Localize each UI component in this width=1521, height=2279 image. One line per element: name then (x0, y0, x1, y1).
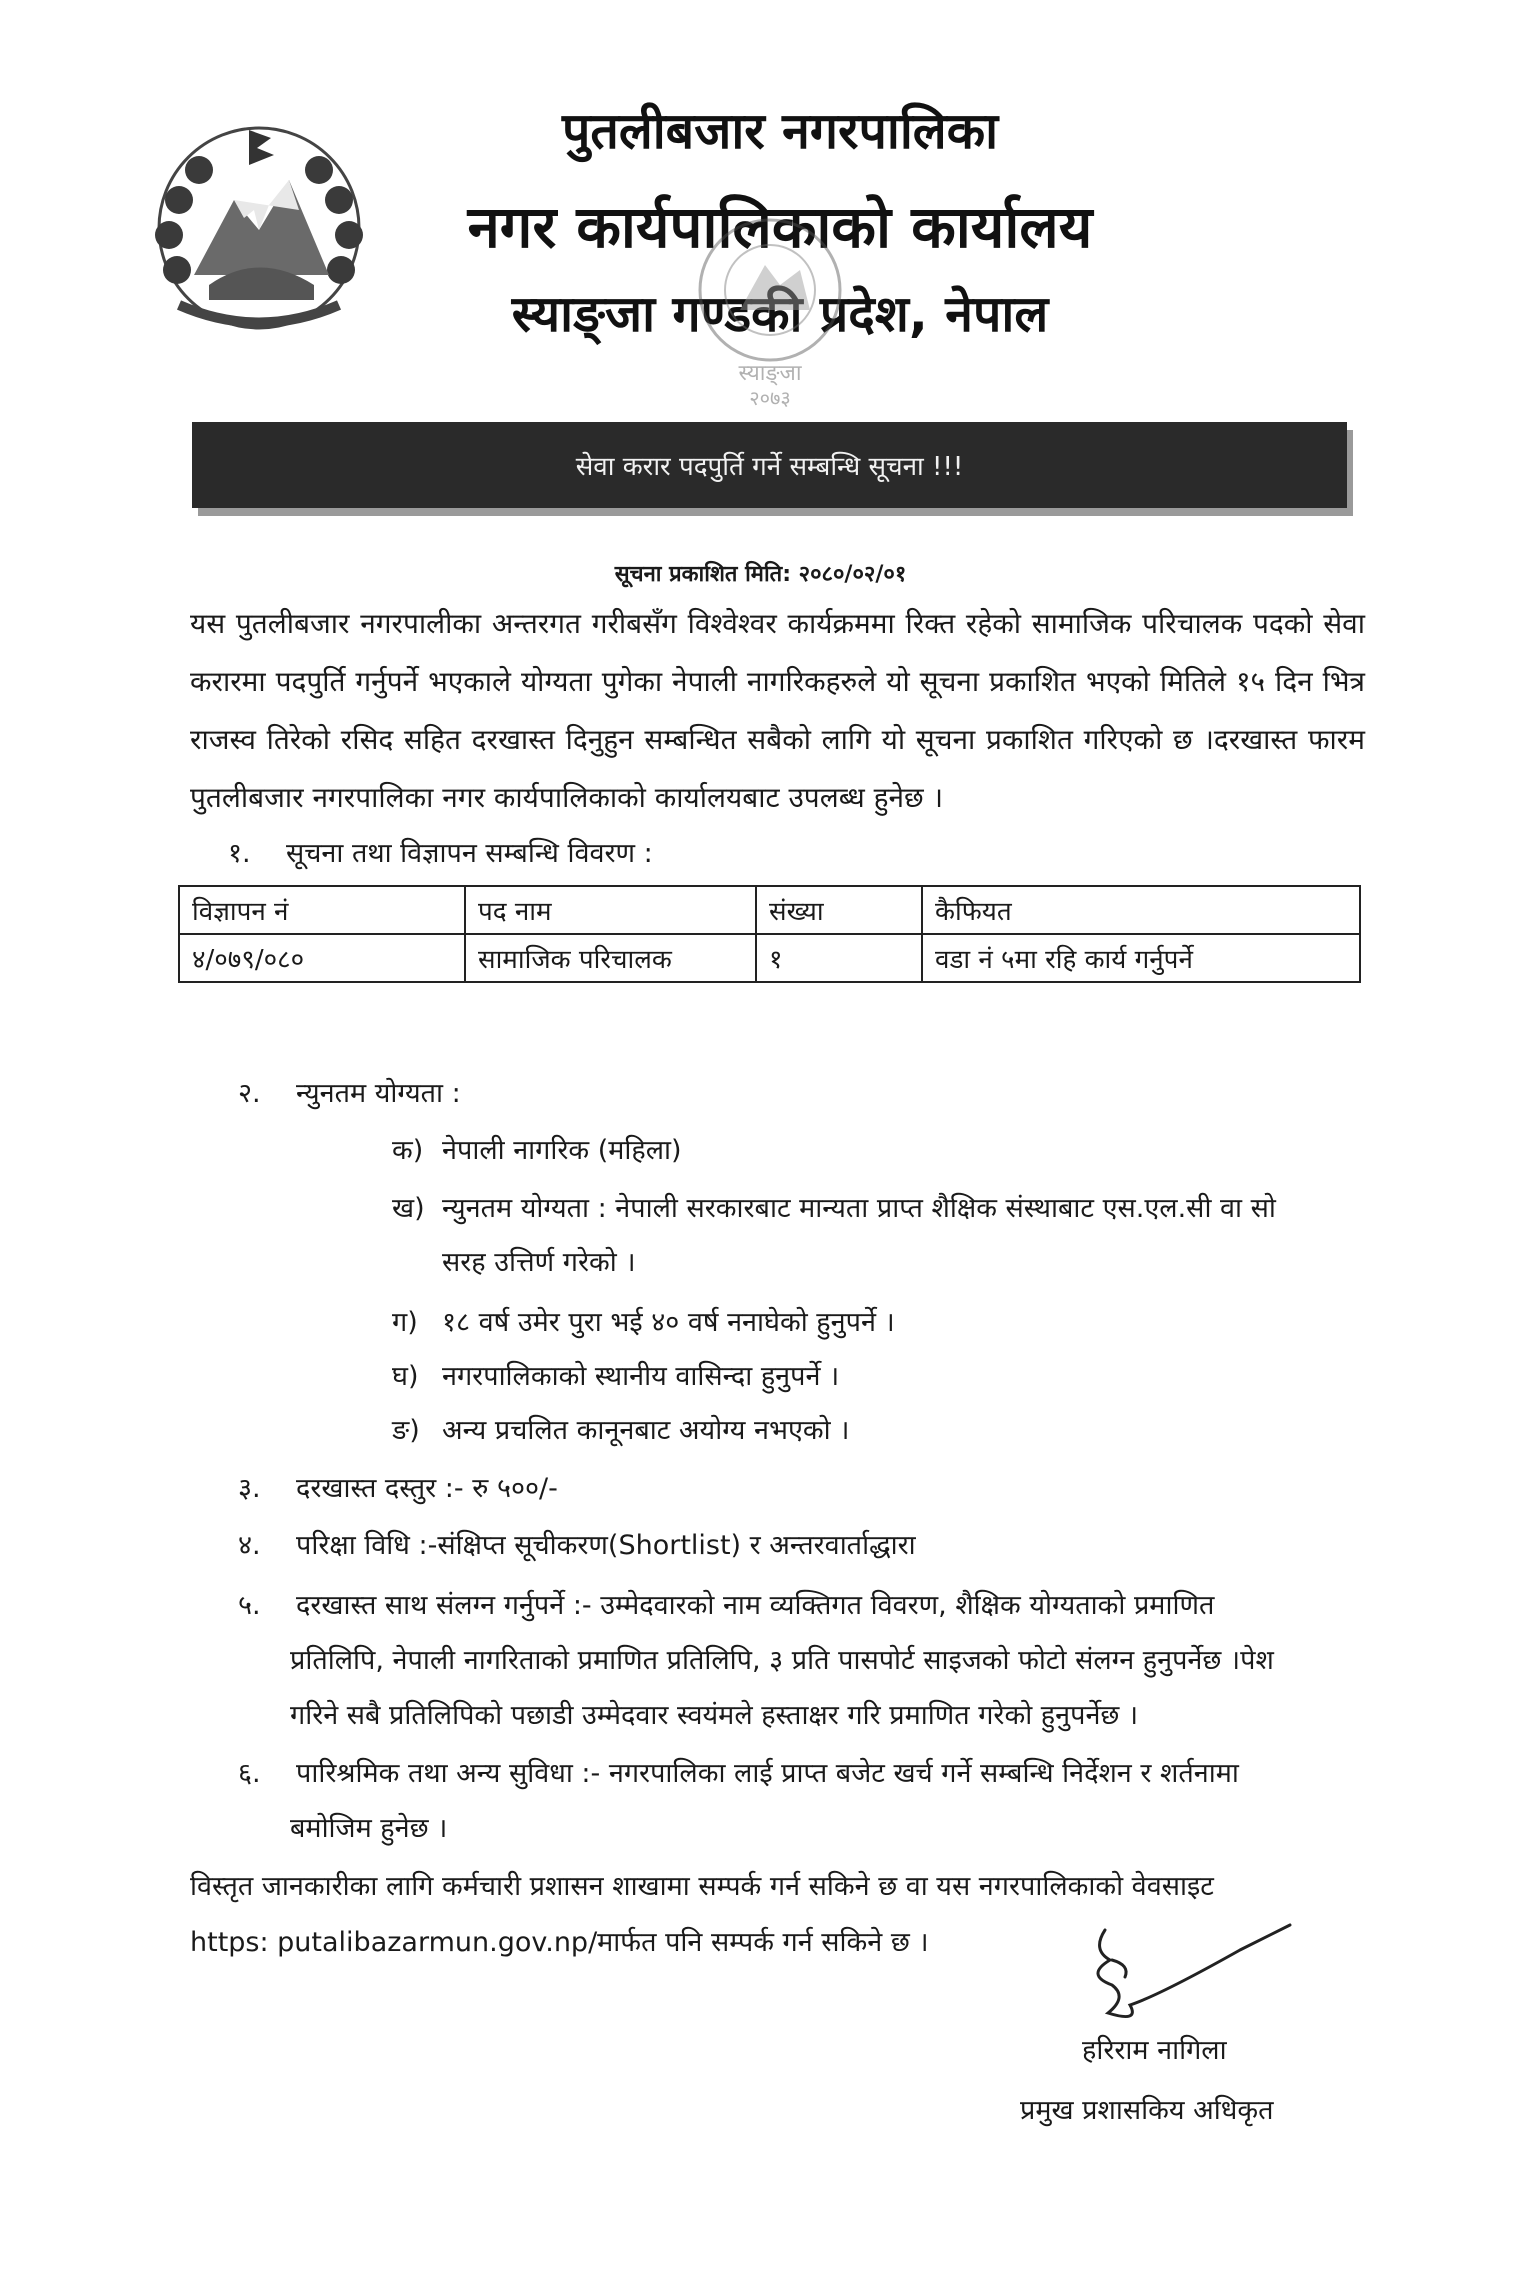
section-3-text: दरखास्त दस्तुर :- रु ५००/- (296, 1473, 558, 1504)
list-item-label: ग) (392, 1307, 418, 1338)
footer-contact-line-1: विस्तृत जानकारीका लागि कर्मचारी प्रशासन शाखामा सम्पर्क गर्न सकिने छ वा यस नगरपालिकाको वेवसाइट (190, 1871, 1214, 1902)
section-2-heading (238, 1073, 461, 1110)
list-item-label: ख) (392, 1193, 425, 1224)
list-item-continuation: सरह उत्तिर्ण गरेको । (442, 1247, 636, 1278)
footer-contact-line-2: https: putalibazarmun.gov.np/मार्फत पनि सम्पर्क गर्न सकिने छ । (190, 1927, 929, 1958)
vacancy-table (178, 885, 1361, 983)
section-4-number: ४. (238, 1530, 261, 1561)
table-row (179, 934, 1360, 982)
list-item (392, 1410, 849, 1447)
handwritten-signature-icon (1000, 1905, 1320, 2035)
list-item (392, 1356, 839, 1393)
notice-publish-date: सूचना प्रकाशित मिति: २०८०/०२/०१ (614, 562, 907, 587)
section-5-line-3: गरिने सबै प्रतिलिपिको पछाडी उम्मेदवार स्वयंमले हस्ताक्षर गरि प्रमाणित गरेको हुनुपर्नेछ । (290, 1700, 1139, 1731)
list-item-text: नेपाली नागरिक (महिला) (442, 1135, 682, 1166)
table-header-cell: संख्या (756, 886, 922, 934)
signatory-title: प्रमुख प्रशासकिय अधिकृत (1020, 2095, 1274, 2126)
list-item-label: क) (392, 1135, 424, 1166)
section-6-line-2: बमोजिम हुनेछ । (290, 1813, 448, 1844)
table-header-cell: पद नाम (465, 886, 756, 934)
list-item (392, 1302, 895, 1339)
table-cell: सामाजिक परिचालक (465, 934, 756, 982)
intro-paragraph: यस पुतलीबजार नगरपालीका अन्तरगत गरीबसँग विश्वेश्वर कार्यक्रममा रिक्त रहेको सामाजिक परिचालक पदको सेवा करारमा पदपुर्ति गर्नुपर्ने भएकाले योग्यता पुगेका नेपाली नागरिकहरुले यो सूचना प्रकाशित भएको मितिले १५ दिन भित्र राजस्व तिरेको रसिद सहित दरखास्त दिनुहुन सम्बन्धित सबैको लागि यो सूचना प्रकाशित गरिएको छ ।दरखास्त फारम पुतलीबजार नगरपालिका नगर कार्यपालिकाको कार्यालयबाट उपलब्ध हुनेछ । (190, 607, 1365, 814)
office-stamp-icon (680, 210, 860, 410)
list-item-text: न्युनतम योग्यता : नेपाली सरकारबाट मान्यता प्राप्त शैक्षिक संस्थाबाट एस.एल.सी वा सो (442, 1193, 1276, 1224)
table-header-cell: कैफियत (922, 886, 1360, 934)
signatory-name: हरिराम नागिला (1082, 2035, 1227, 2066)
list-item-text: अन्य प्रचलित कानूनबाट अयोग्य नभएको । (442, 1415, 850, 1446)
section-1-heading (228, 833, 653, 870)
list-item-label: घ) (392, 1361, 419, 1392)
table-cell: ४/०७९/०८० (179, 934, 465, 982)
office-name: नगर कार्यपालिकाको कार्यालय (467, 193, 1093, 261)
notice-banner-title: सेवा करार पदपुर्ति गर्ने सम्बन्धि सूचना !!! (575, 452, 964, 482)
section-5-number: ५. (238, 1590, 261, 1621)
section-6 (238, 1753, 1239, 1790)
list-item (392, 1188, 1276, 1225)
section-3-number: ३. (238, 1473, 261, 1504)
svg-text:स्याङ्जा: स्याङ्जा (738, 361, 802, 386)
section-4-text: परिक्षा विधि :-संक्षिप्त सूचीकरण(Shortlist) र अन्तरवार्ताद्धारा (296, 1530, 916, 1561)
table-header-cell: विज्ञापन नं (179, 886, 465, 934)
table-cell: १ (756, 934, 922, 982)
list-item (392, 1130, 682, 1167)
section-1-number: १. (228, 838, 251, 869)
table-cell: वडा नं ५मा रहि कार्य गर्नुपर्ने (922, 934, 1360, 982)
section-4 (238, 1525, 916, 1562)
municipality-name: पुतलीबजार नगरपालिका (561, 102, 999, 160)
section-5-text: दरखास्त साथ संलग्न गर्नुपर्ने :- उम्मेदवारको नाम व्यक्तिगत विवरण, शैक्षिक योग्यताको प्रमाणित (296, 1590, 1215, 1621)
office-address: स्याङ्जा गण्डकी प्रदेश, नेपाल (511, 285, 1049, 343)
section-6-text: पारिश्रमिक तथा अन्य सुविधा :- नगरपालिका लाई प्राप्त बजेट खर्च गर्ने सम्बन्धि निर्देशन र शर्तनामा (296, 1758, 1239, 1789)
notice-banner (192, 422, 1347, 508)
table-header-row (179, 886, 1360, 934)
section-5 (238, 1585, 1214, 1622)
svg-text:२०७३: २०७३ (749, 386, 791, 410)
section-2-number: २. (238, 1078, 261, 1109)
list-item-text: नगरपालिकाको स्थानीय वासिन्दा हुनुपर्ने । (442, 1361, 840, 1392)
section-5-line-2: प्रतिलिपि, नेपाली नागरिताको प्रमाणित प्रतिलिपि, ३ प्रति पासपोर्ट साइजको फोटो संलग्न हुनुपर्नेछ ।पेश (290, 1645, 1274, 1676)
list-item-label: ङ) (392, 1415, 420, 1446)
section-1-title: सूचना तथा विज्ञापन सम्बन्धि विवरण : (286, 838, 653, 869)
section-3 (238, 1468, 558, 1505)
list-item-text: १८ वर्ष उमेर पुरा भई ४० वर्ष ननाघेको हुनुपर्ने । (442, 1307, 895, 1338)
section-2-title: न्युनतम योग्यता : (296, 1078, 461, 1109)
section-6-number: ६. (238, 1758, 261, 1789)
